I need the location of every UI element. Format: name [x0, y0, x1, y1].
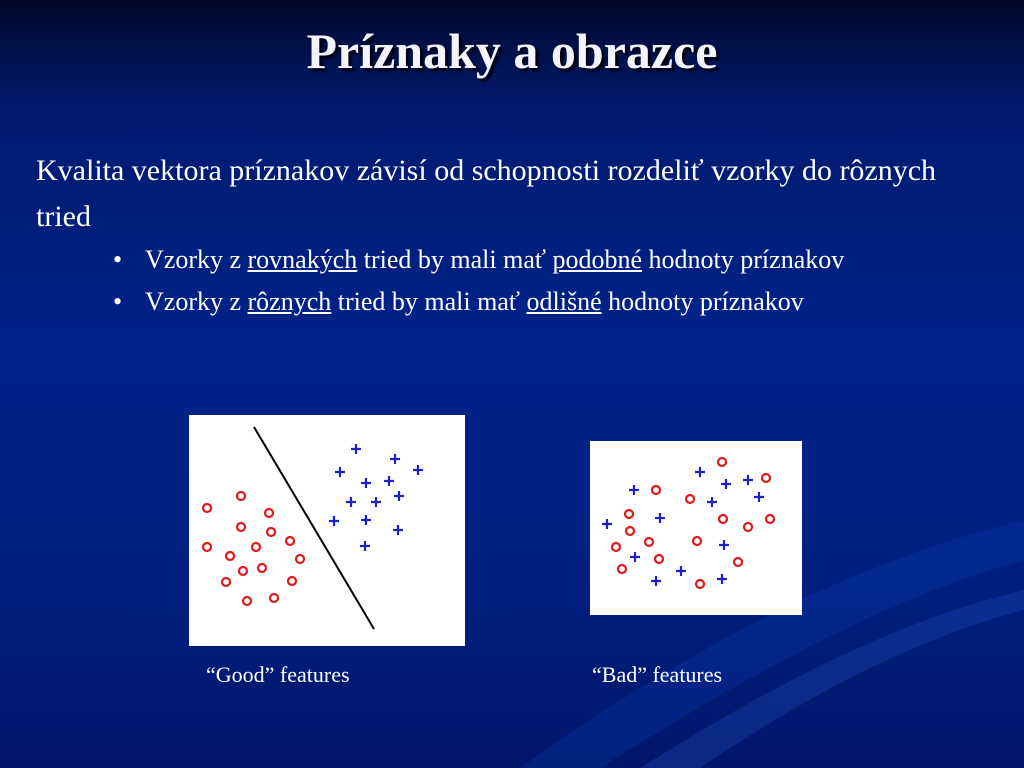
good-circle-cluster: [203, 492, 304, 605]
class-plus-marker: [361, 515, 371, 525]
class-plus-marker: [602, 519, 612, 529]
bad-circle-markers: [612, 458, 774, 588]
class-circle-marker: [270, 594, 278, 602]
class-plus-marker: [719, 540, 729, 550]
bullet-item-same-classes: [113, 240, 1013, 280]
class-circle-marker: [237, 523, 245, 531]
good-features-figure: [189, 415, 465, 646]
class-plus-marker: [721, 479, 731, 489]
class-circle-marker: [625, 510, 633, 518]
class-circle-marker: [718, 458, 726, 466]
class-plus-marker: [346, 497, 356, 507]
good-plus-cluster: [329, 444, 423, 551]
bullet-text-middle: tried by mali mať: [357, 245, 553, 274]
class-plus-marker: [413, 465, 423, 475]
class-circle-marker: [237, 492, 245, 500]
class-circle-marker: [286, 537, 294, 545]
class-plus-marker: [651, 576, 661, 586]
bullet-list: [113, 240, 1013, 322]
underlined-term: podobné: [552, 245, 643, 274]
class-circle-marker: [655, 555, 663, 563]
class-circle-marker: [645, 538, 653, 546]
class-plus-marker: [655, 513, 665, 523]
class-circle-marker: [222, 578, 230, 586]
class-circle-marker: [696, 580, 704, 588]
class-circle-marker: [626, 527, 634, 535]
class-plus-marker: [360, 541, 370, 551]
class-circle-marker: [258, 564, 266, 572]
class-circle-marker: [744, 523, 752, 531]
class-circle-marker: [612, 543, 620, 551]
class-circle-marker: [686, 495, 694, 503]
intro-text: Kvalita vektora príznakov závisí od schopnosti rozdeliť vzorky do rôznych tried: [36, 154, 937, 233]
class-plus-marker: [695, 467, 705, 477]
class-plus-marker: [676, 566, 686, 576]
bullet-symbol: •: [113, 287, 123, 316]
class-circle-marker: [719, 515, 727, 523]
class-plus-marker: [707, 497, 717, 507]
class-circle-marker: [239, 567, 247, 575]
class-circle-marker: [288, 577, 296, 585]
class-plus-marker: [351, 444, 361, 454]
class-circle-marker: [267, 528, 275, 536]
slide-title: Príznaky a obrazce: [306, 23, 718, 79]
bad-features-caption: “Bad” features: [592, 662, 723, 687]
good-features-scatter: [189, 415, 465, 646]
bullet-text-middle: tried by mali mať: [331, 287, 527, 316]
class-circle-marker: [265, 509, 273, 517]
class-circle-marker: [762, 474, 770, 482]
class-circle-marker: [693, 537, 701, 545]
class-plus-marker: [329, 516, 339, 526]
bullet-text-suffix: hodnoty príznakov: [642, 245, 845, 274]
bullet-text-suffix: hodnoty príznakov: [601, 287, 804, 316]
bullet-text-prefix: Vzorky z: [145, 287, 248, 316]
class-circle-marker: [252, 543, 260, 551]
class-plus-marker: [390, 454, 400, 464]
bullet-item-different-classes: [113, 282, 1013, 322]
bad-features-figure: [590, 441, 802, 615]
bullet-symbol: •: [113, 245, 123, 274]
class-plus-marker: [754, 492, 764, 502]
good-features-caption: “Good” features: [206, 662, 350, 687]
class-circle-marker: [203, 504, 211, 512]
underlined-term: rôznych: [247, 287, 332, 316]
class-plus-marker: [394, 491, 404, 501]
class-circle-marker: [766, 515, 774, 523]
class-plus-marker: [393, 525, 403, 535]
class-plus-marker: [629, 485, 639, 495]
class-circle-marker: [618, 565, 626, 573]
class-plus-marker: [630, 552, 640, 562]
class-circle-marker: [226, 552, 234, 560]
class-plus-marker: [335, 467, 345, 477]
class-plus-marker: [384, 476, 394, 486]
bullet-text-prefix: Vzorky z: [145, 245, 248, 274]
class-circle-marker: [296, 555, 304, 563]
class-circle-marker: [243, 597, 251, 605]
class-plus-marker: [743, 475, 753, 485]
class-plus-marker: [371, 497, 381, 507]
underlined-term: rovnakých: [247, 245, 358, 274]
bad-features-scatter: [590, 441, 802, 615]
underlined-term: odlišné: [526, 287, 602, 316]
class-circle-marker: [734, 558, 742, 566]
class-plus-marker: [717, 574, 727, 584]
class-circle-marker: [203, 543, 211, 551]
class-plus-marker: [361, 478, 371, 488]
class-circle-marker: [652, 486, 660, 494]
